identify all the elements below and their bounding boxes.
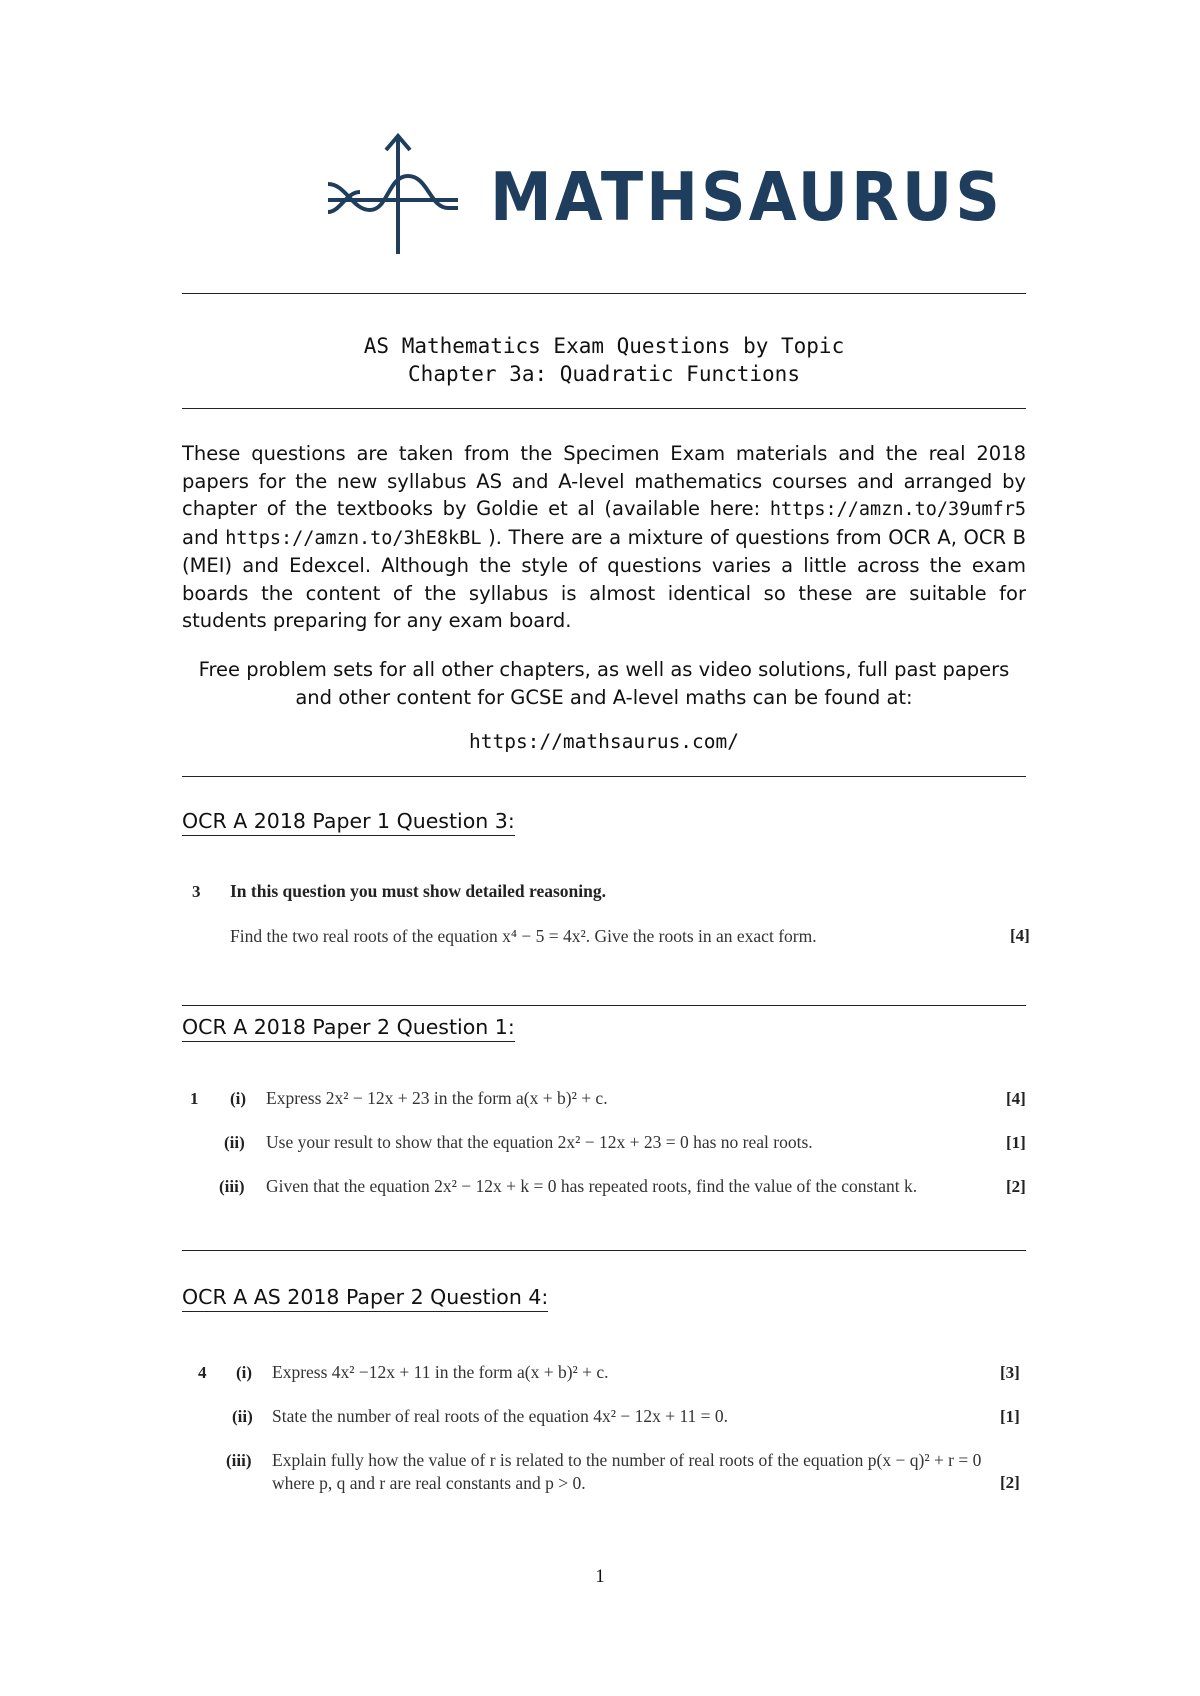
question-number: 4 [198, 1363, 207, 1382]
section-title: OCR A 2018 Paper 1 Question 3: [182, 808, 515, 836]
question-marks: [1] [1006, 1133, 1026, 1152]
question-part-label: (i) [236, 1363, 253, 1382]
divider [182, 1250, 1026, 1251]
question-text: Find the two real roots of the equation x⁴ − 5 = 4x². Give the roots in an exact form. [230, 926, 817, 946]
question-number: 1 [190, 1089, 199, 1108]
question-marks: [4] [1006, 1089, 1026, 1108]
logo-wordmark: MATHSAURUS [490, 157, 1003, 237]
question-part-text: State the number of real roots of the equation 4x² − 12x + 11 = 0. [272, 1406, 729, 1426]
question-part-text: Express 4x² −12x + 11 in the form a(x + b)² + c. [272, 1362, 609, 1382]
document-subtitle: Chapter 3a: Quadratic Functions [408, 362, 800, 386]
document-title: AS Mathematics Exam Questions by Topic [363, 334, 845, 358]
intro-paragraph [182, 440, 1026, 635]
section-title: OCR A AS 2018 Paper 2 Question 4: [182, 1284, 548, 1312]
question-part-label: (i) [230, 1089, 247, 1108]
website-link[interactable]: https://mathsaurus.com/ [468, 730, 740, 753]
question-part-text-continued: where p, q and r are real constants and p > 0. [272, 1473, 586, 1493]
divider [182, 408, 1026, 409]
section-title: OCR A 2018 Paper 2 Question 1: [182, 1014, 515, 1042]
intro-text: and [182, 525, 226, 549]
intro-text: These questions are taken from the Specimen Exam materials and the real 2018 papers for the new syllabus AS and A-level mathematics courses and arranged by chapter of the textbooks by Goldie et al (available here: [182, 442, 1026, 520]
question-marks: [2] [1006, 1177, 1026, 1196]
question-part-text: Explain fully how the value of r is related to the number of real roots of the equation p(x − q)² + r = 0 [272, 1450, 982, 1470]
question-instruction: In this question you must show detailed reasoning. [230, 881, 607, 901]
question-part-text: Use your result to show that the equation 2x² − 12x + 23 = 0 has no real roots. [266, 1132, 813, 1152]
title-block [182, 332, 1026, 388]
question-part-text: Given that the equation 2x² − 12x + k = 0 has repeated roots, find the value of the constant k. [266, 1176, 918, 1196]
page-number: 1 [595, 1566, 605, 1587]
intro-text: ). There are a mixture of questions from OCR A, OCR B (MEI) and Edexcel. Although the style of questions varies a little across the exam boards the content of the syllabus is almost identical so these are suitable for students preparing for any exam board. [182, 525, 1026, 632]
dinosaur-axis-logo-icon [326, 130, 476, 260]
textbook-link-2[interactable]: https://amzn.to/3hE8kBL [225, 527, 482, 549]
textbook-link-1[interactable]: https://amzn.to/39umfr5 [769, 499, 1026, 520]
logo [326, 130, 1003, 260]
divider [182, 293, 1026, 294]
divider [182, 776, 1026, 777]
question-part-label: (ii) [232, 1407, 253, 1426]
divider [182, 1005, 1026, 1006]
question-part-label: (ii) [224, 1133, 245, 1152]
question-marks: [1] [1000, 1407, 1020, 1426]
question-marks: [4] [1010, 926, 1030, 945]
question-part-label: (iii) [226, 1451, 252, 1470]
question-part-text: Express 2x² − 12x + 23 in the form a(x + b)² + c. [266, 1088, 608, 1108]
resources-paragraph: Free problem sets for all other chapters, as well as video solutions, full past papers and other content for GCSE and A-level maths can be found at: [198, 658, 1010, 709]
question-marks: [3] [1000, 1363, 1020, 1382]
question-part-label: (iii) [219, 1177, 245, 1196]
question-number: 3 [192, 882, 201, 901]
question-marks: [2] [1000, 1473, 1020, 1492]
